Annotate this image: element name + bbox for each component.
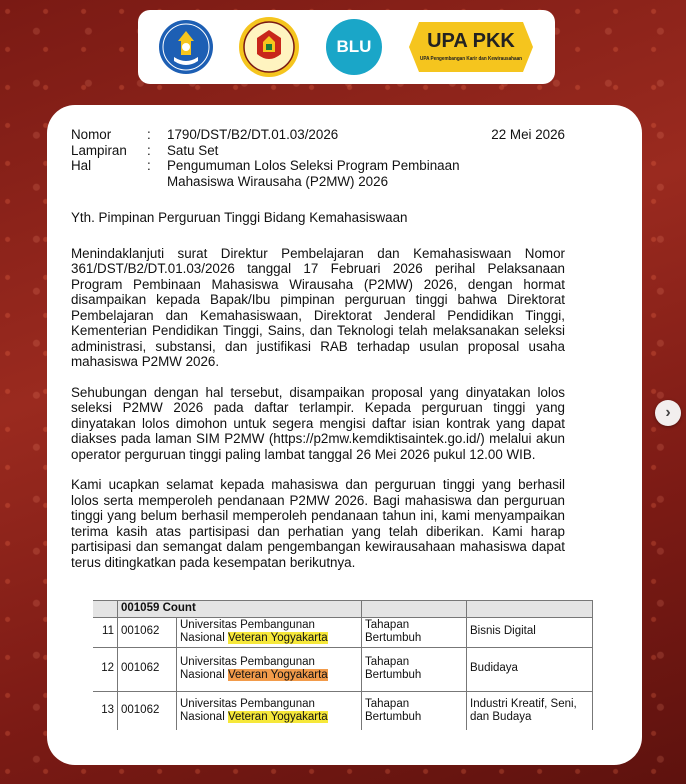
attachment-table-image: [93, 600, 593, 730]
hal-row: [71, 158, 565, 189]
hal-label: Hal: [71, 158, 92, 173]
next-button[interactable]: [655, 400, 681, 426]
row-number: 11: [93, 617, 118, 647]
row-code: 001062: [118, 691, 177, 730]
stage-line2: Bertumbuh: [365, 632, 422, 644]
row-number: 13: [93, 691, 118, 730]
univ-highlight: Veteran Yogyakarta: [227, 632, 328, 644]
hal-value: Pengumuman Lolos Seleksi Program Pembinaan Mahasiswa Wirausaha (P2MW) 2026: [167, 158, 460, 189]
table-row: [93, 647, 593, 691]
row-field: Industri Kreatif, Seni, dan Budaya: [467, 691, 593, 730]
lampiran-label: Lampiran: [71, 142, 127, 158]
header-blank-2: [362, 601, 467, 618]
header-blank-3: [467, 601, 593, 618]
lampiran-colon: :: [147, 142, 151, 158]
row-university: [177, 617, 362, 647]
upn-veteran-logo: [238, 16, 300, 78]
paragraph-2: Sehubungan dengan hal tersebut, disampaikan proposal yang dinyatakan lolos seleksi P2MW 2026 pada daftar terlampir. Kepada perguruan tinggi yang dinyatakan lolos dimohon untuk segera mengisi daftar isian kontrak yang dapat diakses pada laman SIM P2MW (https://p2mw.kemdiktisaintek.go.id/) melalui akun operator perguruan tinggi paling lambat tanggal 26 Mei 2026 pukul 12.00 WIB.: [71, 384, 565, 462]
row-university: [177, 647, 362, 691]
table-row: [93, 691, 593, 730]
stage-line2: Bertumbuh: [365, 669, 422, 681]
nomor-colon: :: [147, 127, 151, 142]
nomor-value: 1790/DST/B2/DT.01.03/2026: [167, 127, 339, 142]
lampiran-value: Satu Set: [167, 142, 219, 158]
table-row: [93, 617, 593, 647]
upa-pkk-logo: [407, 20, 535, 74]
paragraph-3: Kami ucapkan selamat kepada mahasiswa dan perguruan tinggi yang berhasil lolos serta memperoleh pendanaan P2MW 2026. Bagi mahasiswa dan perguruan tinggi yang belum berhasil memperoleh pendanaan tahun ini, kami menyampaikan terima kasih atas partisipasi dan perhatian yang telah diberikan. Kami harap partisipasi dan semangat dalam pengembangan kewirausahaan mahasiswa dapat terus ditingkatkan pada kesempatan berikutnya.: [71, 477, 565, 570]
row-field: Bisnis Digital: [467, 617, 593, 647]
row-university: [177, 691, 362, 730]
paragraph-1: Menindaklanjuti surat Direktur Pembelajaran dan Kemahasiswaan Nomor 361/DST/B2/DT.01.03/2026 tanggal 17 Februari 2026 perihal Pelaksanaan Program Pembinaan Mahasiswa Wirausaha (P2MW) 2026, dengan hormat disampaikan kepada Bapak/Ibu pimpinan perguruan tinggi bahwa Direktorat Pembelajaran dan Kemahasiswaan, Direktorat Jenderal Pendidikan Tinggi, Kementerian Pendidikan Tinggi, Sains, dan Teknologi telah melaksanakan seleksi administrasi, substansi, dan justifikasi RAB terhadap usulan proposal usaha mahasiswa P2MW 2026.: [71, 245, 565, 369]
greeting: Yth. Pimpinan Perguruan Tinggi Bidang Kemahasiswaan: [71, 210, 408, 225]
stage-line1: Tahapan: [365, 655, 410, 668]
univ-highlight: Veteran Yogyakarta: [227, 711, 328, 723]
lampiran-row: [71, 143, 565, 159]
kemdikbud-logo: [158, 19, 214, 75]
univ-line2-pre: Nasional: [180, 669, 228, 681]
univ-line1: Universitas Pembangunan: [180, 618, 315, 631]
header-blank: [93, 601, 118, 618]
univ-line1: Universitas Pembangunan: [180, 697, 315, 710]
logo-bar: [138, 10, 555, 84]
hal-colon: :: [147, 158, 151, 173]
row-stage: [362, 617, 467, 647]
upa-title: UPA PKK: [426, 30, 515, 52]
letter-date: 22 Mei 2026: [491, 127, 565, 142]
univ-line1: Universitas Pembangunan: [180, 655, 315, 668]
letter-card: [47, 105, 642, 765]
stage-line1: Tahapan: [365, 618, 410, 631]
nomor-label: Nomor: [71, 127, 112, 142]
row-code: 001062: [118, 647, 177, 691]
row-stage: [362, 691, 467, 730]
table-header: 001059 Count: [118, 601, 362, 618]
row-field: Budidaya: [467, 647, 593, 691]
blu-logo: [325, 18, 383, 76]
table-header-row: [93, 601, 593, 618]
chevron-right-icon: ›: [665, 404, 671, 421]
row-code: 001062: [118, 617, 177, 647]
univ-line2-pre: Nasional: [180, 632, 228, 644]
letter-meta: [71, 127, 565, 189]
stage-line1: Tahapan: [365, 697, 410, 710]
row-number: 12: [93, 647, 118, 691]
stage-line2: Bertumbuh: [365, 711, 422, 723]
blu-text: BLU: [336, 37, 372, 56]
upa-subtitle: UPA Pengembangan Karir dan Kewirausahaan: [419, 56, 522, 62]
univ-line2-pre: Nasional: [180, 711, 228, 723]
row-stage: [362, 647, 467, 691]
univ-highlight: Veteran Yogyakarta: [227, 669, 328, 681]
letter-content: [71, 127, 565, 570]
attachment-table: [93, 600, 593, 730]
